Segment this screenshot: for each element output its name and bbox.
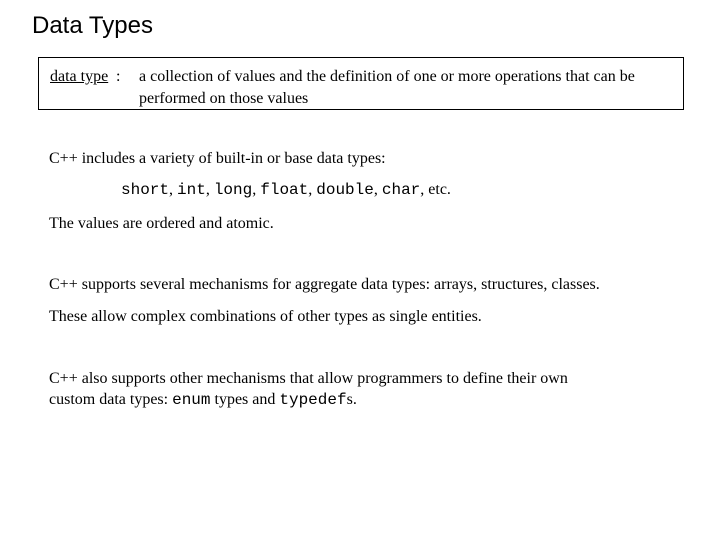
custom-end: s. bbox=[346, 391, 357, 408]
definition-box bbox=[38, 57, 684, 110]
list-separator: , bbox=[308, 181, 317, 198]
builtin-intro: C++ includes a variety of built-in or base data types: bbox=[49, 150, 386, 167]
definition-term: data type bbox=[50, 68, 109, 85]
aggregate-line-1: C++ supports several mechanisms for aggregate data types: arrays, structures, classes. bbox=[49, 276, 600, 293]
definition-text: a collection of values and the definition of one or more operations that can be performed on those values bbox=[139, 68, 635, 107]
type-keyword: int bbox=[177, 181, 206, 199]
custom-middle: types and bbox=[210, 391, 280, 408]
builtin-type-list bbox=[121, 179, 451, 201]
type-keyword: long bbox=[213, 181, 253, 199]
type-keyword: short bbox=[121, 181, 170, 199]
custom-prefix: custom data types: bbox=[49, 391, 173, 408]
type-keyword: char bbox=[381, 181, 421, 199]
enum-keyword: enum bbox=[172, 391, 211, 409]
aggregate-line-2: These allow complex combinations of other types as single entities. bbox=[49, 308, 482, 325]
list-separator: , bbox=[252, 181, 261, 198]
list-separator: , bbox=[205, 181, 214, 198]
type-keyword: float bbox=[260, 181, 309, 199]
slide-title: Data Types bbox=[32, 12, 153, 39]
custom-line-1: C++ also supports other mechanisms that allow programmers to define their own bbox=[49, 370, 568, 387]
list-separator: , bbox=[169, 181, 178, 198]
custom-line-2 bbox=[49, 389, 357, 411]
typedef-keyword: typedef bbox=[279, 391, 347, 409]
list-suffix: , etc. bbox=[420, 181, 451, 198]
list-separator: , bbox=[373, 181, 382, 198]
definition-colon: : bbox=[116, 68, 121, 85]
builtin-note: The values are ordered and atomic. bbox=[49, 215, 274, 232]
type-keyword: double bbox=[316, 181, 374, 199]
